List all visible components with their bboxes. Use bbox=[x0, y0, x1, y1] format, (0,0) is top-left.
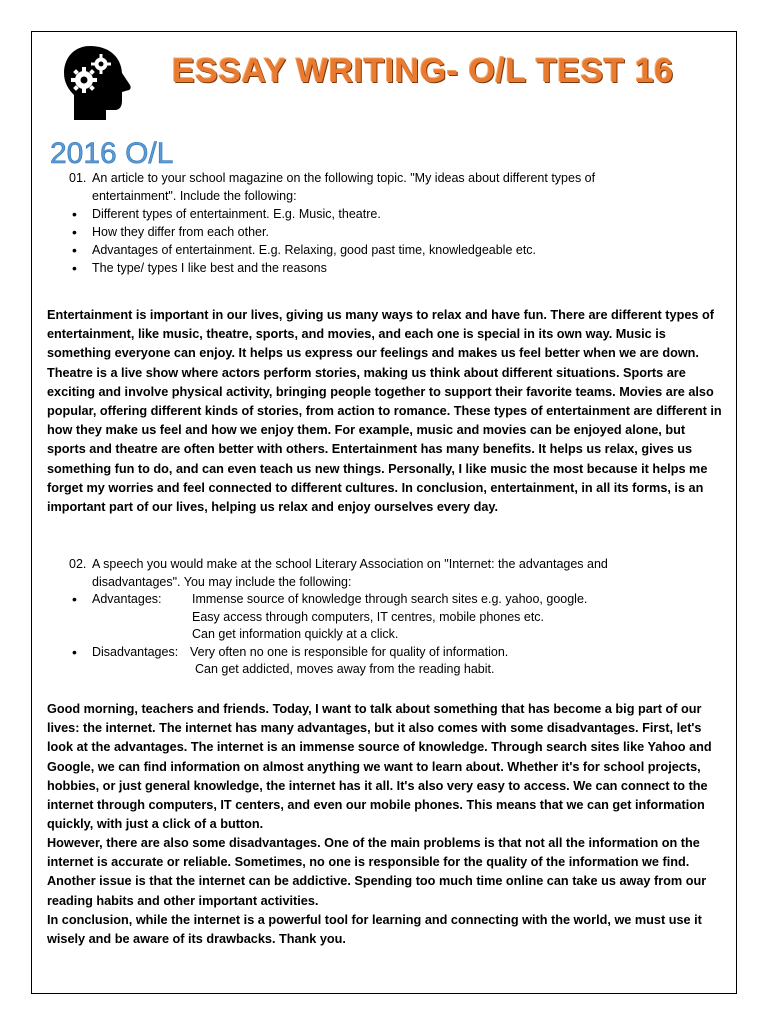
question-2-answer-p2: However, there are also some disadvantages. One of the main problems is that not all the information on the internet is accurate or reliable. Sometimes, no one is responsible for the quality of the information we find. Another issue is that the internet can be addictive. Spending too much time online can take us away from our reading habits and other important activities. bbox=[47, 836, 707, 908]
page-title: ESSAY WRITING- O/L TEST 16 bbox=[172, 52, 674, 90]
question-1-answer: Entertainment is important in our lives, giving us many ways to relax and have fun. There are different types of entertainment, like music, theatre, sports, and movies, and each one is special in its own way. Music is something everyone can enjoy. It helps us express our feelings and makes us feel better when we are down. Theatre is a live show where actors perform stories, making us think about different situations. Sports are exciting and involve physical activity, bringing people together to support their favorite teams. Movies are also popular, offering different kinds of stories, from action to romance. These types of entertainment are different in how they make us feel and how we enjoy them. For example, music and movies can be enjoyed alone, but sports and theatre are often better with others. Entertainment has many benefits. It helps us relax, gives us something fun to do, and can even teach us new things. Personally, I like music the most because it helps me forget my worries and feel connected to different cultures. In conclusion, entertainment, in all its forms, is an important part of our lives, helping us relax and enjoy ourselves every day. bbox=[47, 308, 722, 515]
question-2-prompt bbox=[69, 555, 669, 591]
head-gears-icon bbox=[60, 44, 132, 124]
bullet-icon: • bbox=[72, 591, 77, 607]
question-1-number: 01. bbox=[69, 171, 87, 185]
bullet-icon: • bbox=[72, 643, 77, 660]
disadvantages-label: Disadvantages: bbox=[92, 644, 179, 659]
question-1-bullets bbox=[69, 205, 536, 277]
year-heading: 2016 O/L bbox=[50, 137, 174, 170]
list-item: • Different types of entertainment. E.g. Music, theatre. bbox=[69, 205, 536, 223]
list-item: Immense source of knowledge through search sites e.g. yahoo, google. bbox=[192, 592, 588, 606]
question-1-text: An article to your school magazine on the following topic. "My ideas about different types of entertainment". Include the following: bbox=[92, 171, 596, 203]
list-item: • How they differ from each other. bbox=[69, 223, 536, 241]
question-2-answer-p3: In conclusion, while the internet is a powerful tool for learning and connecting with the world, we must use it wisely and be aware of its drawbacks. Thank you. bbox=[47, 913, 702, 947]
question-2-answer-p1: Good morning, teachers and friends. Today, I want to talk about something that has become a big part of our lives: the internet. The internet has many advantages, but it also comes with some disadvantages. First, let's look at the advantages. The internet is an immense source of knowledge. Through search sites like Yahoo and Google, we can find information on almost anything we want to learn about. Whether it's for school projects, hobbies, or just general knowledge, the internet has it all. It's also very easy to access. We can connect to the internet through computers, IT centers, and even our mobile phones. This means that we can get information quickly, with just a click of a button. bbox=[47, 702, 712, 832]
advantages-label: Advantages: bbox=[92, 592, 162, 606]
question-2-text: A speech you would make at the school Literary Association on "Internet: the advantages and disadvantages". You may include the following: bbox=[92, 557, 608, 589]
question-1-prompt bbox=[69, 169, 669, 205]
list-item: Easy access through computers, IT centres, mobile phones etc. bbox=[192, 609, 545, 624]
list-item: Can get addicted, moves away from the reading habit. bbox=[195, 662, 495, 677]
list-item: • The type/ types I like best and the reasons bbox=[69, 259, 536, 277]
list-item: Very often no one is responsible for quality of information. bbox=[190, 644, 509, 659]
list-item: Can get information quickly at a click. bbox=[192, 627, 399, 642]
question-2-number: 02. bbox=[69, 557, 87, 571]
list-item: • Advantages of entertainment. E.g. Relaxing, good past time, knowledgeable etc. bbox=[69, 241, 536, 259]
